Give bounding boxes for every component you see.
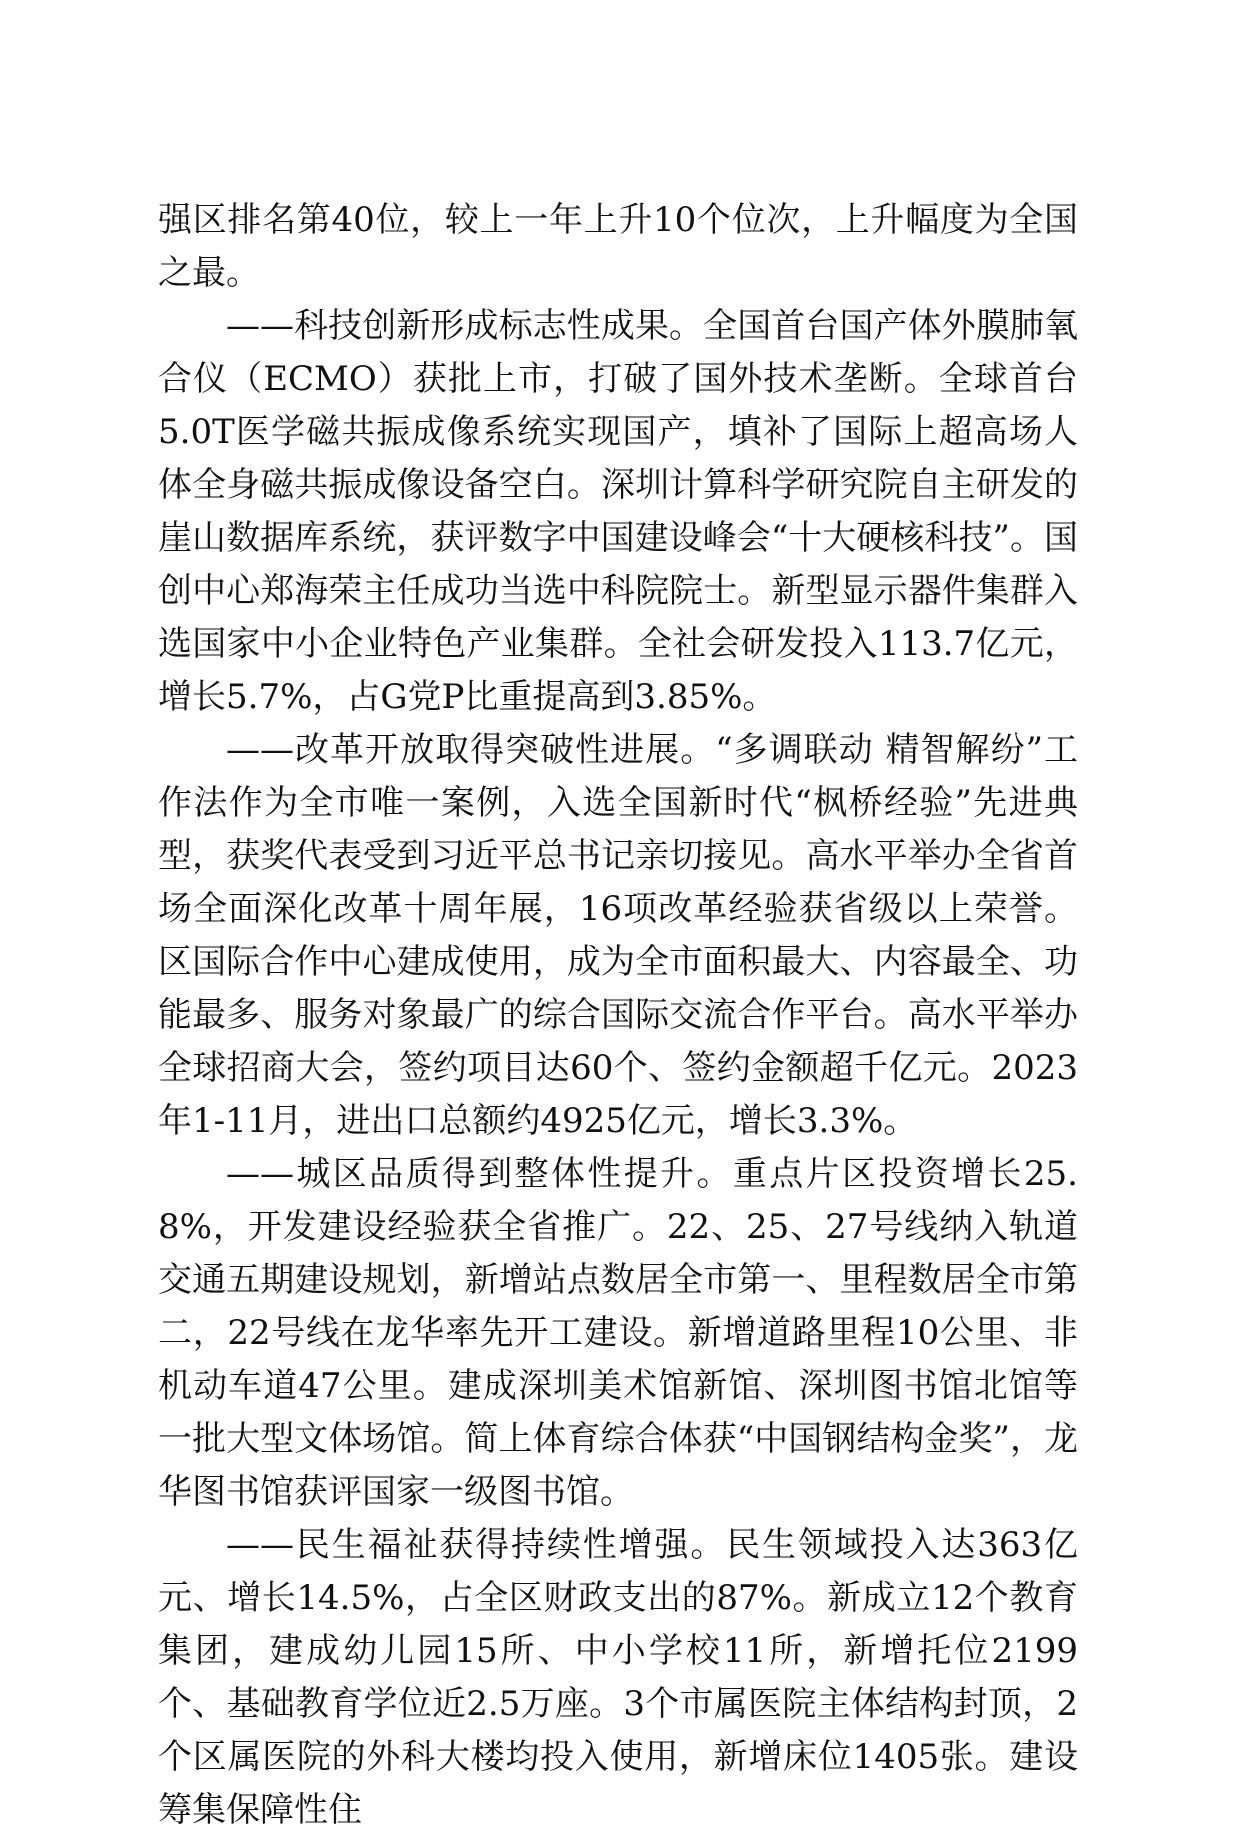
paragraph-continuation: 强区排名第40位，较上一年上升10个位次，上升幅度为全国之最。 (158, 200, 1078, 293)
paragraph-urban-quality: ——城区品质得到整体性提升。重点片区投资增长25.8%，开发建设经验获全省推广。22、25、27号线纳入轨道交通五期建设规划，新增站点数居全市第一、里程数居全市第二，22号线在龙华率先开工建设。新增道路里程10公里、非机动车道47公里。建成深圳美术馆新馆、深圳图书馆北馆等一批大型文体场馆。简上体育综合体获“中国钢结构金奖”，龙华图书馆获评国家一级图书馆。 (158, 1154, 1078, 1512)
paragraph-reform-opening: ——改革开放取得突破性进展。“多调联动 精智解纷”工作法作为全市唯一案例，入选全国新时代“枫桥经验”先进典型，获奖代表受到习近平总书记亲切接见。高水平举办全省首场全面深化改革十周年展，16项改革经验获省级以上荣誉。区国际合作中心建成使用，成为全市面积最大、内容最全、功能最多、服务对象最广的综合国际交流合作平台。高水平举办全球招商大会，签约项目达60个、签约金额超千亿元。2023年1-11月，进出口总额约4925亿元，增长3.3%。 (158, 730, 1078, 1141)
document-page (158, 194, 1078, 1837)
paragraph-livelihood: ——民生福祉获得持续性增强。民生领域投入达363亿元、增长14.5%，占全区财政支出的87%。新成立12个教育集团，建成幼儿园15所、中小学校11所，新增托位2199个、基础教育学位近2.5万座。3个市属医院主体结构封顶，2个区属医院的外科大楼均投入使用，新增床位1405张。建设筹集保障性住 (158, 1525, 1078, 1830)
paragraph-tech-innovation: ——科技创新形成标志性成果。全国首台国产体外膜肺氧合仪（ECMO）获批上市，打破了国外技术垄断。全球首台5.0T医学磁共振成像系统实现国产，填补了国际上超高场人体全身磁共振成像设备空白。深圳计算科学研究院自主研发的崖山数据库系统，获评数字中国建设峰会“十大硬核科技”。国创中心郑海荣主任成功当选中科院院士。新型显示器件集群入选国家中小企业特色产业集群。全社会研发投入113.7亿元，增长5.7%，占G党P比重提高到3.85%。 (158, 306, 1078, 717)
